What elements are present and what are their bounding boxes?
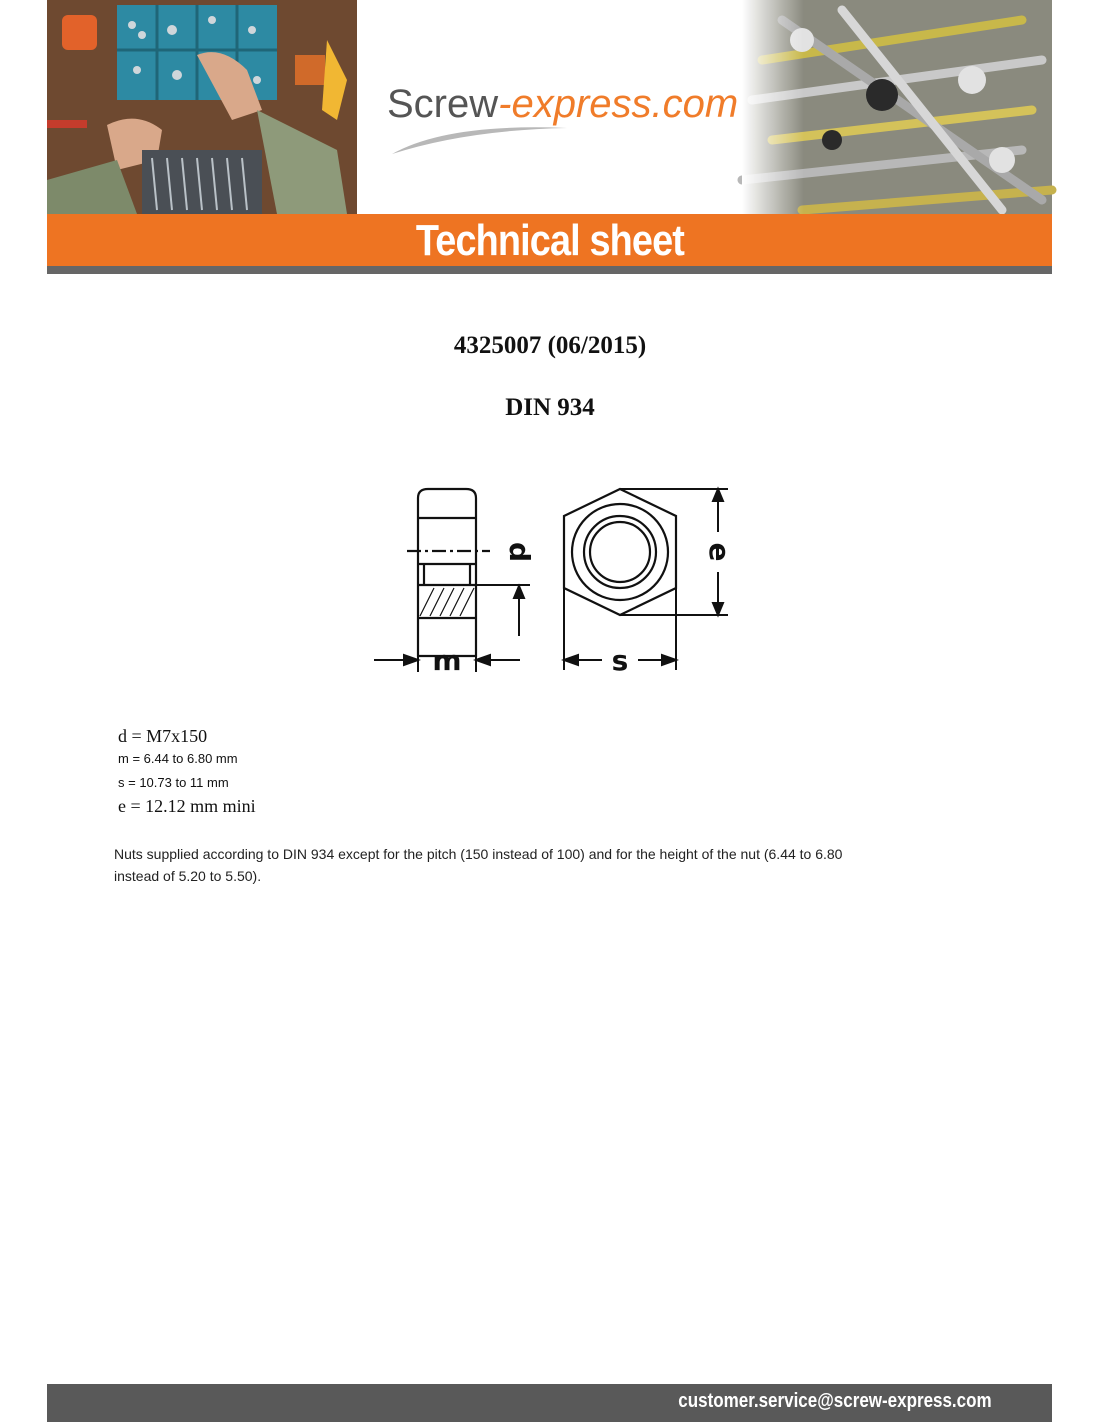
thread-hatch — [420, 588, 474, 616]
document-standard: DIN 934 — [505, 394, 595, 421]
footer-email-link[interactable]: customer.service@screw-express.com — [678, 1390, 992, 1412]
logo-screw-text: Screw — [387, 82, 499, 126]
nut-hex-outline — [564, 489, 676, 615]
spec-s: s = 10.73 to 11 mm — [118, 775, 229, 790]
spec-m: m = 6.44 to 6.80 mm — [118, 751, 238, 766]
screw-express-logo — [387, 78, 747, 168]
logo-swoosh-icon — [387, 118, 587, 158]
logo-express-text: express.com — [511, 82, 739, 126]
label-d: d — [503, 541, 536, 563]
spec-e: e = 12.12 mm mini — [118, 796, 256, 816]
label-s: s — [611, 644, 629, 677]
nut-technical-drawing — [372, 486, 736, 677]
screws-photo — [742, 0, 1052, 214]
footer-bar — [47, 1384, 1052, 1422]
logo-dash-text: - — [498, 82, 512, 126]
supply-note-line-2: instead of 5.20 to 5.50). — [114, 868, 262, 884]
supply-note-line-1: Nuts supplied according to DIN 934 except for the pitch (150 instead of 100) and for the height of the nut (6.44 to 6.80 — [114, 846, 843, 862]
title-bar — [47, 214, 1052, 266]
supply-note — [114, 843, 934, 887]
spec-list — [118, 724, 256, 818]
workshop-photo — [47, 0, 357, 214]
spec-d: d = M7x150 — [118, 726, 208, 746]
label-m: m — [432, 644, 462, 677]
document-code: 4325007 (06/2015) — [453, 332, 647, 359]
nut-side-outline — [418, 489, 476, 656]
title-underline — [47, 266, 1052, 274]
header-banner — [47, 0, 1052, 214]
label-e: e — [703, 542, 736, 562]
technical-sheet-title: Technical sheet — [415, 216, 684, 265]
